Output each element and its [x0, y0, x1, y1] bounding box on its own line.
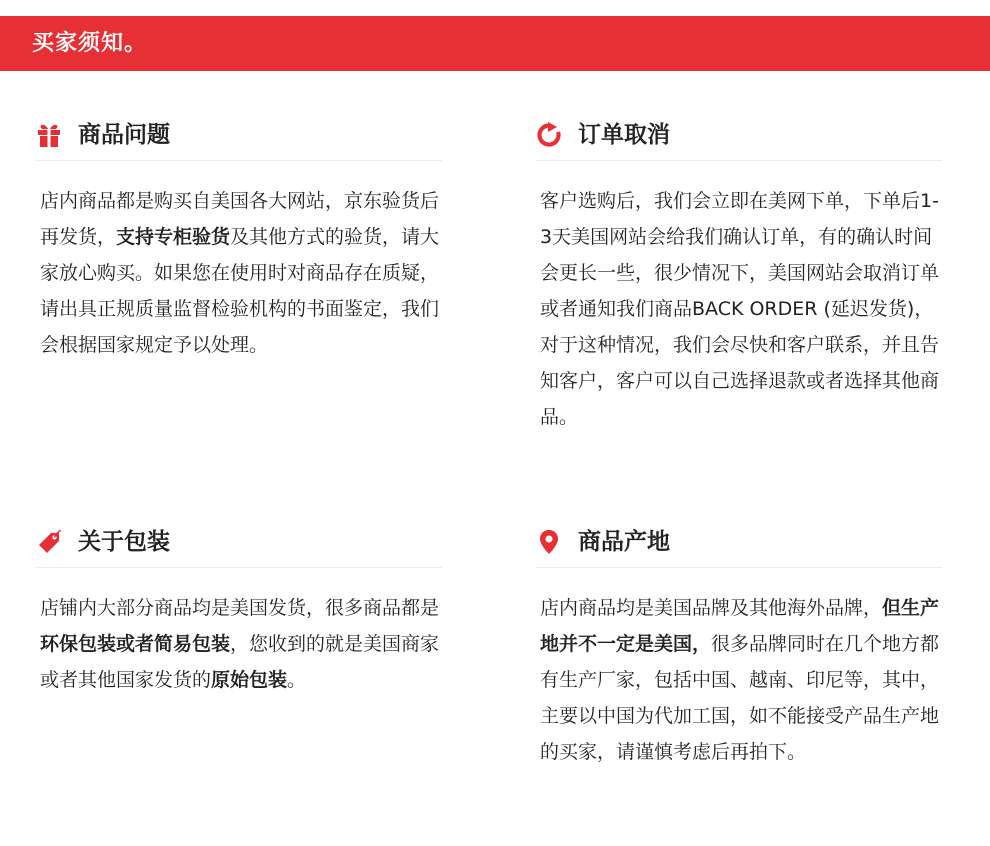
section-title: 商品产地 — [578, 529, 670, 555]
section-title: 商品问题 — [78, 122, 170, 148]
section-packaging — [36, 517, 442, 698]
text-segment-bold: 原始包装 — [211, 669, 288, 691]
text-segment: 店内商品都是购买自美国各大网站，京东验货后再发货， — [40, 190, 440, 248]
section-header — [536, 517, 942, 568]
header-banner — [0, 16, 990, 71]
text-segment: 很多品牌同时在几个地方都有生产厂家，包括中国、越南、印尼等，其中，主要以中国为代加工国，如不能接受产品生产地的买家，请谨慎考虑后再拍下。 — [540, 633, 940, 763]
section-header — [536, 110, 942, 161]
gift-icon — [36, 122, 62, 148]
section-title: 关于包装 — [78, 529, 170, 555]
text-segment: 店铺内大部分商品均是美国发货，很多商品都是 — [40, 597, 440, 619]
text-segment-bold: 但生产地并不一定是美国， — [540, 597, 940, 655]
text-segment: 店内商品均是美国品牌及其他海外品牌， — [540, 597, 883, 619]
tag-icon — [36, 529, 62, 555]
section-text — [540, 183, 940, 435]
section-text — [40, 590, 440, 698]
text-segment-bold: 环保包装或者简易包装 — [40, 633, 231, 655]
text-segment: 。 — [287, 669, 307, 691]
section-text — [540, 590, 940, 770]
location-pin-icon — [536, 529, 562, 555]
section-text — [40, 183, 440, 363]
text-segment: 客户选购后，我们会立即在美网下单，下单后1-3天美国网站会给我们确认订单，有的确认时间会更长一些，很少情况下，美国网站会取消订单或者通知我们商品BACK ORDER (延迟发货)，对于这种情况，我们会尽快和客户联系，并且告知客户，客户可以自己选择退款或者选择其他商品。 — [540, 190, 940, 428]
section-order-cancel — [536, 110, 942, 435]
section-origin — [536, 517, 942, 770]
text-segment: 及其他方式的验货，请大家放心购买。如果您在使用时对商品存在质疑，请出具正规质量监督检验机构的书面鉴定，我们会根据国家规定予以处理。 — [40, 226, 440, 356]
section-header — [36, 517, 442, 568]
section-product-issues — [36, 110, 442, 363]
refresh-icon — [536, 122, 562, 148]
section-header — [36, 110, 442, 161]
banner-title: 买家须知。 — [32, 31, 148, 56]
text-segment: ，您收到的就是美国商家或者其他国家发货的 — [40, 633, 440, 691]
section-title: 订单取消 — [578, 122, 670, 148]
text-segment-bold: 支持专柜验货 — [116, 226, 231, 248]
